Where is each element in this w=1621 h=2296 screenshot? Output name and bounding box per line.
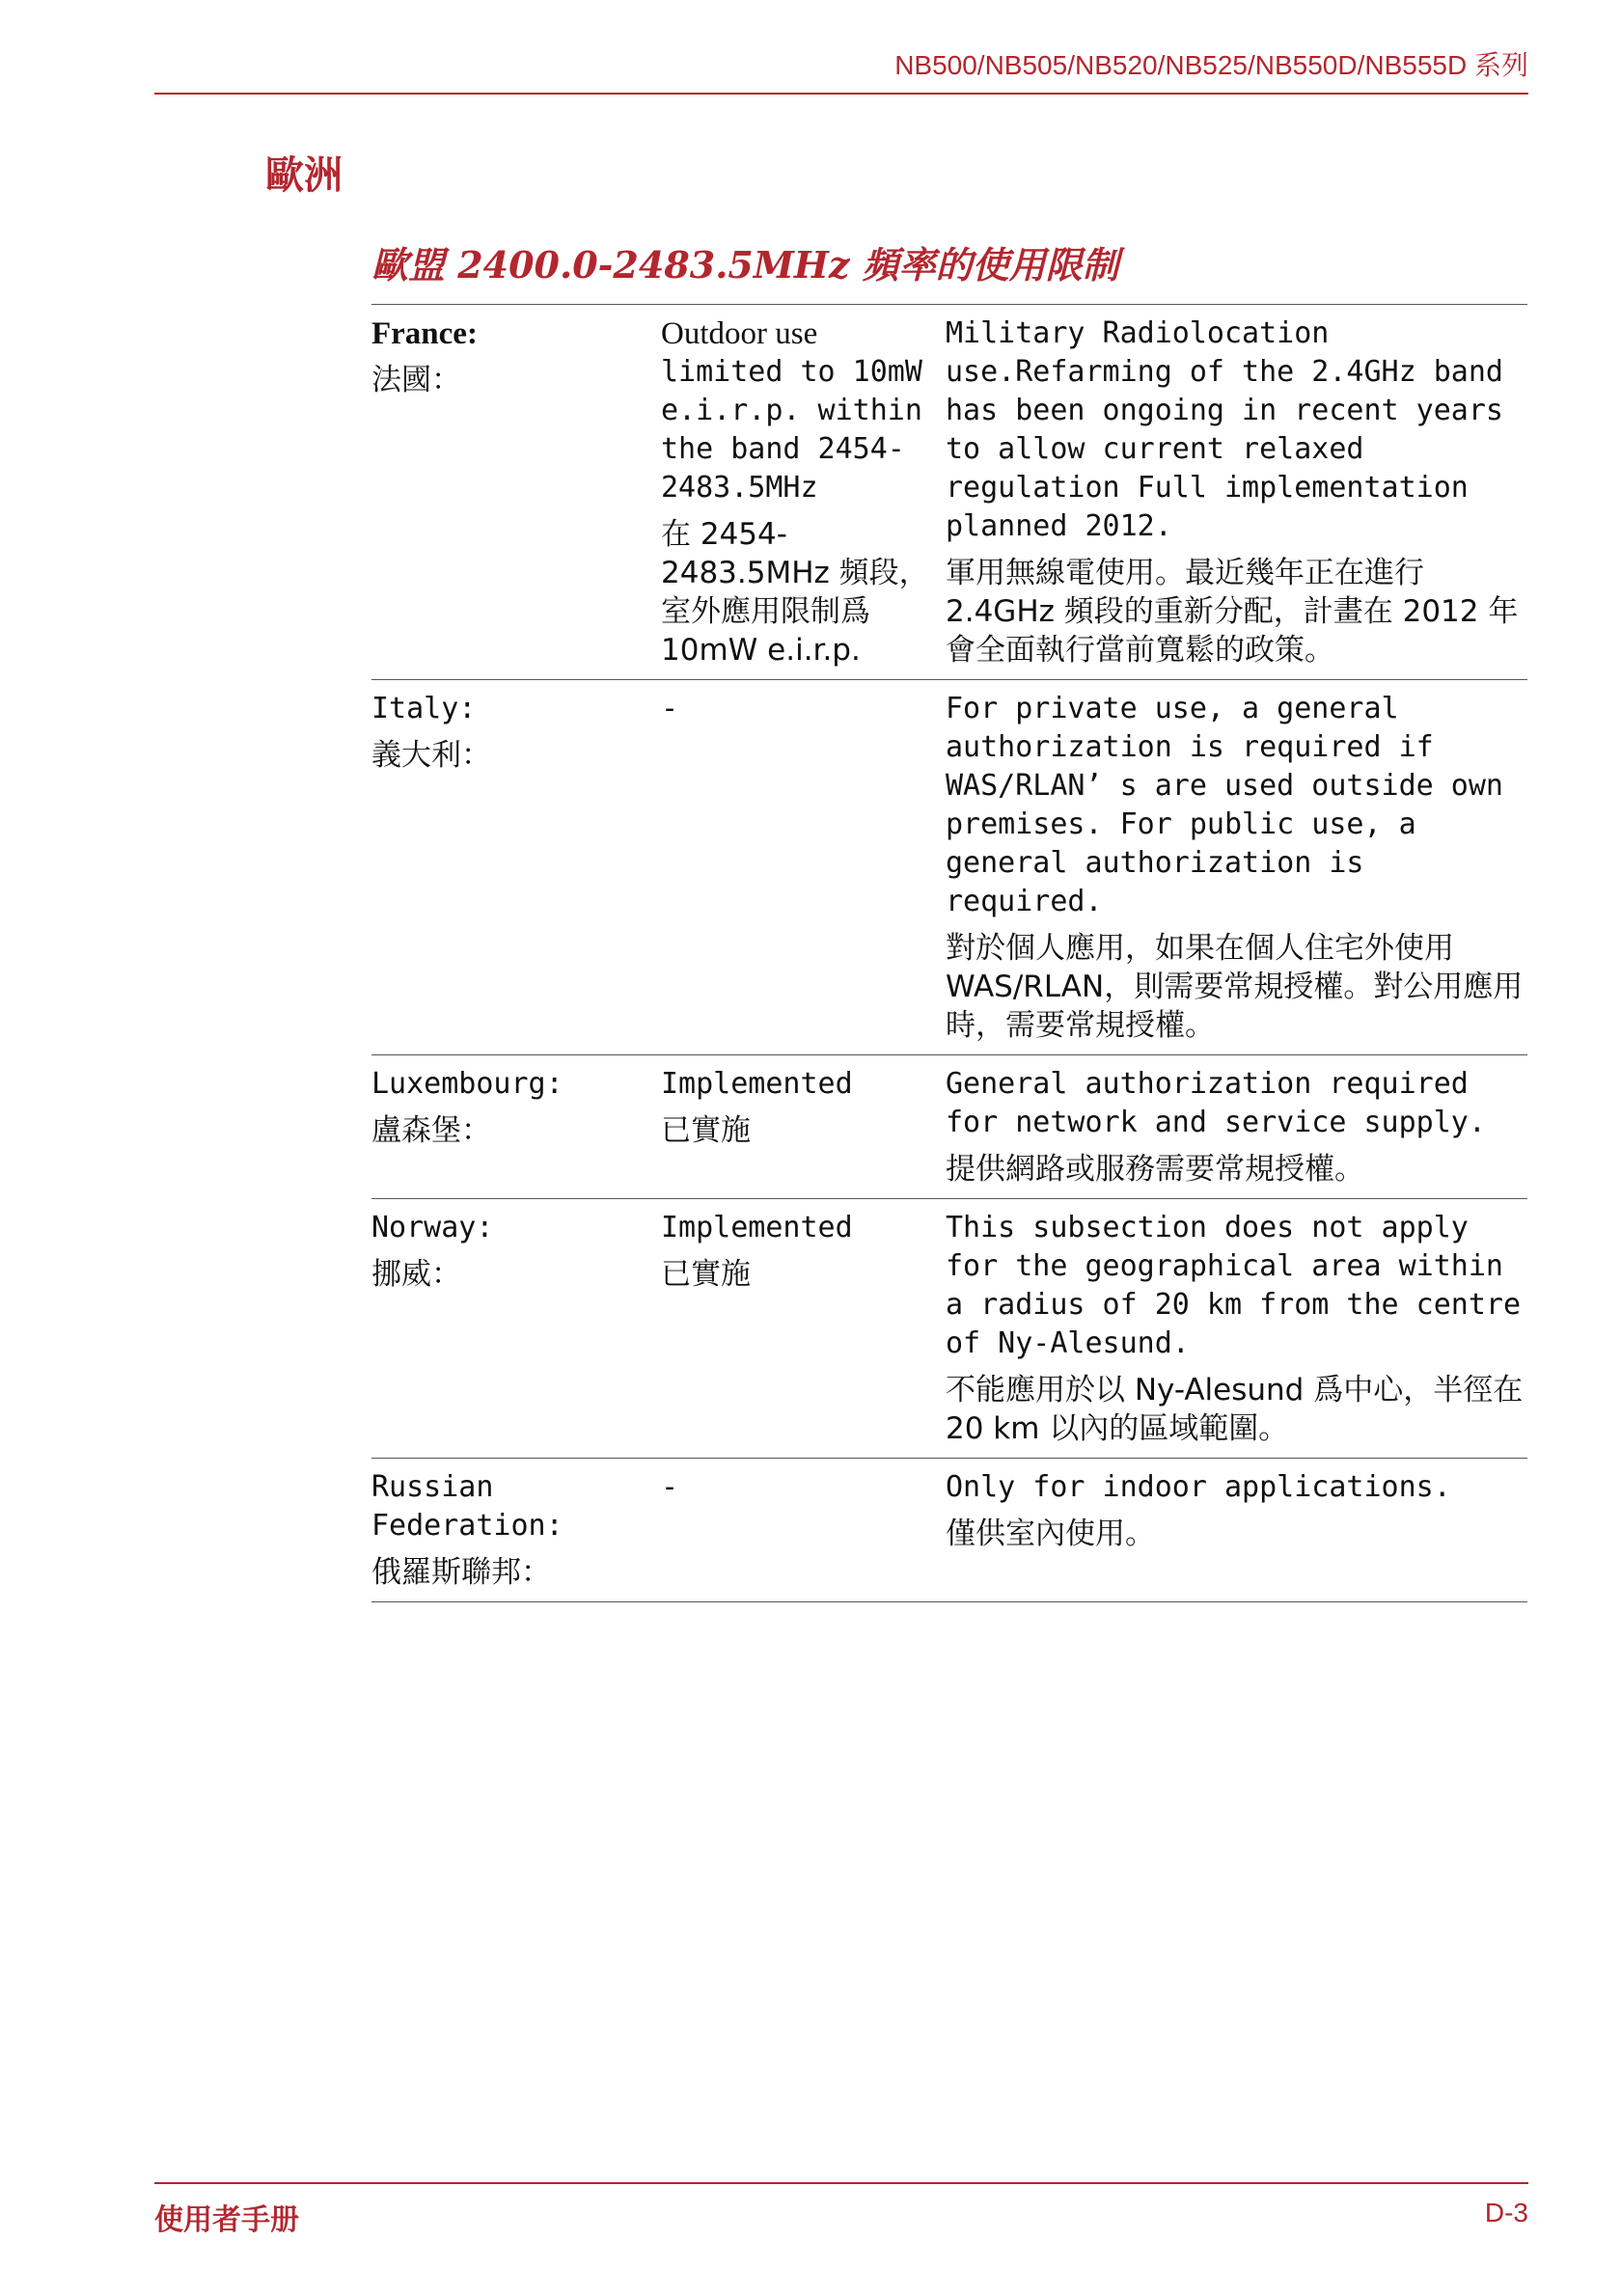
table-row xyxy=(371,680,1527,1055)
notes-text-en: Only for indoor applications. xyxy=(946,1470,1451,1504)
country-name-cn: 挪威： xyxy=(371,1257,461,1292)
country-name-en: Norway: xyxy=(371,1211,494,1244)
notes-cell xyxy=(946,1055,1527,1199)
footer-rule xyxy=(154,2182,1528,2184)
table-row xyxy=(371,1055,1527,1199)
country-cell xyxy=(371,1055,661,1199)
footer-manual-title: 使用者手册 xyxy=(154,2203,299,2237)
table-title: 歐盟 2400.0-2483.5MHz 頻率的使用限制 xyxy=(371,243,1119,287)
status-text-en: Implemented xyxy=(661,1067,853,1101)
notes-text-en: General authorization required for network and service supply. xyxy=(946,1067,1486,1139)
status-text-en: Implemented xyxy=(661,1211,853,1244)
page-number: D-3 xyxy=(1484,2198,1528,2228)
status-text-cn: 在 2454-2483.5MHz 頻段，室外應用限制爲 10mW e.i.r.p. xyxy=(661,517,929,668)
status-cell xyxy=(661,1199,946,1459)
table-row xyxy=(371,1459,1527,1602)
status-text-en: - xyxy=(661,692,679,725)
table-row xyxy=(371,1199,1527,1459)
country-name-en: Italy: xyxy=(371,692,477,725)
section-heading: 歐洲 xyxy=(265,153,343,198)
country-cell xyxy=(371,1199,661,1459)
country-name-cn: 法國： xyxy=(371,363,461,397)
notes-text-cn: 對於個人應用，如果在個人住宅外使用 WAS/RLAN，則需要常規授權。對公用應用時，需要常規授權。 xyxy=(946,931,1524,1043)
notes-text-cn: 僅供室內使用。 xyxy=(946,1517,1155,1551)
country-name-cn: 義大利： xyxy=(371,738,491,773)
header-rule xyxy=(154,93,1528,95)
country-name-en: Russian Federation: xyxy=(371,1470,563,1543)
notes-text-en: This subsection does not apply for the geographical area within a radius of 20 km from the centre of Ny-Alesund. xyxy=(946,1211,1522,1360)
notes-cell xyxy=(946,305,1527,680)
status-text-en: limited to 10mW e.i.r.p. within the band 2454-2483.5MHz xyxy=(661,355,922,505)
running-header: NB500/NB505/NB520/NB525/NB550D/NB555D 系列 xyxy=(894,50,1528,80)
status-cell xyxy=(661,1055,946,1199)
country-name-en: Luxembourg: xyxy=(371,1067,563,1101)
status-text-head: Outdoor use xyxy=(661,316,818,351)
notes-text-cn: 軍用無線電使用。最近幾年正在進行 2.4GHz 頻段的重新分配，計畫在 2012 年會全面執行當前寬鬆的政策。 xyxy=(946,556,1519,668)
country-name-cn: 俄羅斯聯邦： xyxy=(371,1555,551,1590)
notes-text-cn: 不能應用於以 Ny-Alesund 爲中心，半徑在 20 km 以內的區域範圍。 xyxy=(946,1373,1524,1446)
country-name-cn: 盧森堡： xyxy=(371,1113,491,1148)
country-name-en: France: xyxy=(371,316,478,351)
status-text-cn: 已實施 xyxy=(661,1113,751,1148)
notes-text-en: For private use, a general authorization is required if WAS/RLAN’ s are used outside own premises. For public use, a general authorization is required. xyxy=(946,692,1503,918)
notes-cell xyxy=(946,1459,1527,1602)
table-row xyxy=(371,305,1527,680)
notes-text-en: Military Radiolocation use.Refarming of the 2.4GHz band has been ongoing in recent years to allow current relaxed regulation Full implementation planned 2012. xyxy=(946,316,1503,543)
notes-text-cn: 提供網路或服務需要常規授權。 xyxy=(946,1152,1364,1187)
regulation-table xyxy=(371,304,1527,1602)
status-text-en: - xyxy=(661,1470,679,1504)
status-cell xyxy=(661,305,946,680)
country-cell xyxy=(371,305,661,680)
status-text-cn: 已實施 xyxy=(661,1257,751,1292)
country-cell xyxy=(371,1459,661,1602)
status-cell xyxy=(661,1459,946,1602)
notes-cell xyxy=(946,1199,1527,1459)
status-cell xyxy=(661,680,946,1055)
country-cell xyxy=(371,680,661,1055)
notes-cell xyxy=(946,680,1527,1055)
